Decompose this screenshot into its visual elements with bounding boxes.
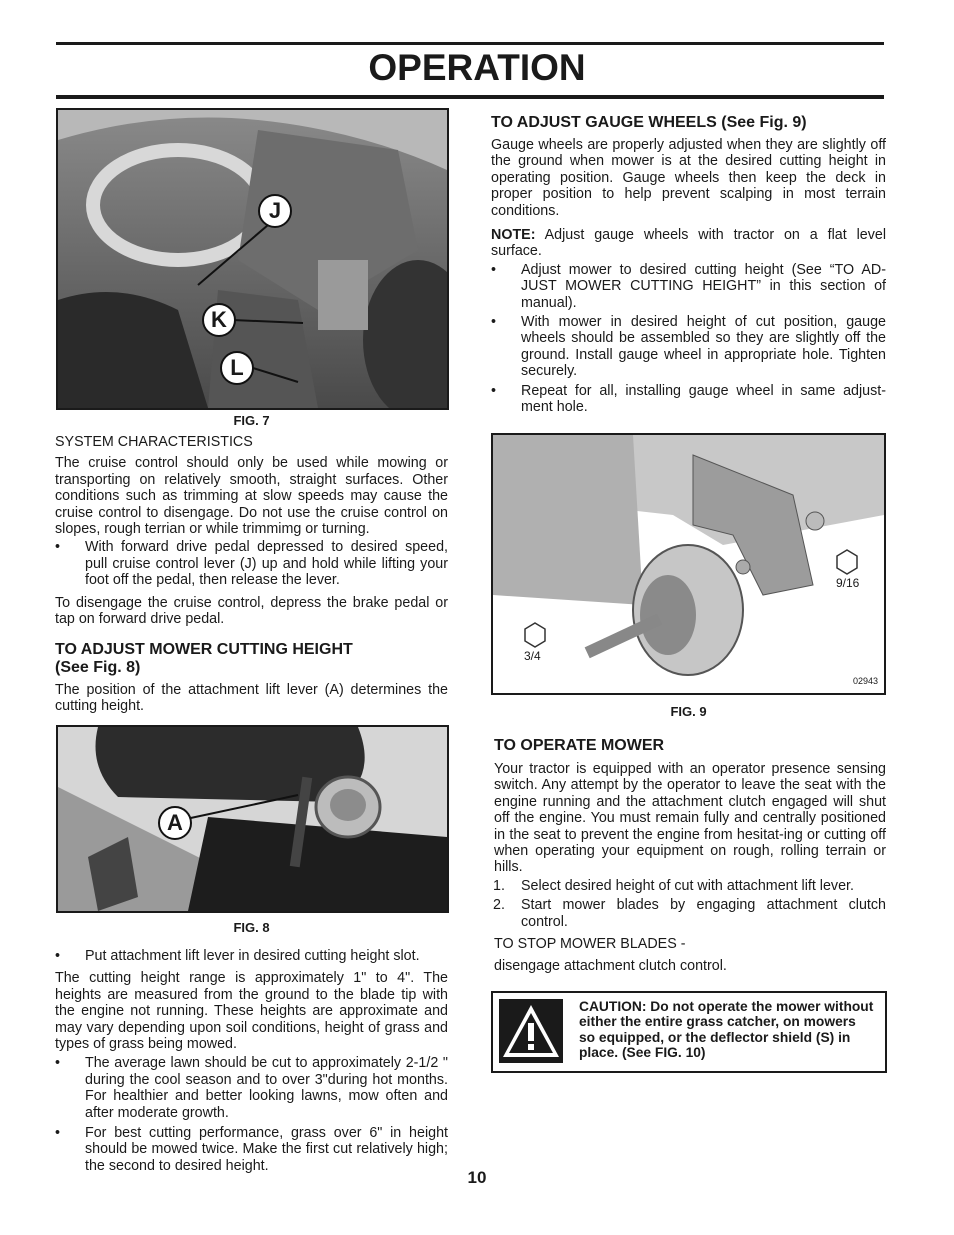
- system-heading: SYSTEM CHARACTERISTICS: [55, 434, 253, 450]
- gauge-bullet-list: [491, 262, 886, 416]
- gauge-note: [491, 227, 886, 260]
- cutting-section: [55, 641, 448, 715]
- cutting-heading: [55, 641, 448, 677]
- caution-box: [491, 991, 887, 1073]
- figure-9-size-a: 3/4: [524, 649, 541, 663]
- system-paragraph: The cruise control should only be used while mowing or transporting on relatively smooth, straight surfaces. Other conditions such as trimming at slow speeds may cause the cruise control to disengage. Do not use the cruise control on slopes, rough terrian or while trimmimg or turning.: [55, 455, 448, 538]
- header-rule-bottom: [56, 95, 884, 99]
- cutting-heading-line2: (See Fig. 8): [55, 659, 141, 676]
- list-item: • For best cutting performance, grass over 6" in height should be mowed twice. Make the first cut relatively high; the second to desired height.: [55, 1125, 448, 1174]
- operate-paragraph: Your tractor is equipped with an operator presence sensing switch. Any attempt by the operator to leave the seat with the engine running and the attachment clutch engaged will shut off the engine. You must remain fully and centrally positioned in the seat to prevent the engine from hesitat-ing or cutting off when operating your equipment on rough, rolling terrain or hills.: [494, 761, 886, 876]
- step-text: Select desired height of cut with attachment lift lever.: [521, 877, 854, 894]
- cutting-details: [55, 948, 448, 1174]
- caution-text: CAUTION: Do not operate the mower without either the entire grass catcher, on mowers so equipped, or the deflector shield (S) in place. (See FIG. 10): [579, 999, 874, 1061]
- figure-7-label-k: K: [202, 303, 236, 337]
- operate-section: [491, 737, 886, 975]
- figure-9-caption: FIG. 9: [670, 704, 707, 719]
- list-item: • With mower in desired height of cut position, gauge wheels should be assembled so they are slightly off the ground. Install gauge wheel in appropriate hole. Tighten securely.: [491, 314, 886, 380]
- page-number: 10: [467, 1168, 487, 1187]
- warning-icon: [499, 999, 563, 1063]
- figure-7-image: [56, 108, 449, 410]
- step-number: 2.: [493, 897, 505, 914]
- header-rule-top: [56, 42, 884, 45]
- list-item: • Put attachment lift lever in desired cutting height slot.: [55, 948, 448, 964]
- cutting-range-paragraph: The cutting height range is approximately 1" to 4". The heights are measured from the ground to the blade tip with the engine not running. These heights are approximate and may vary depending upon soil conditions, height of grass and types of grass being mowed.: [55, 970, 448, 1053]
- system-bullet-list: [55, 539, 448, 588]
- figure-7-caption: FIG. 7: [233, 413, 270, 428]
- cutting-bullet-list-2: [55, 1055, 448, 1174]
- page-title: OPERATION: [368, 47, 586, 88]
- gauge-note-label: NOTE:: [491, 227, 536, 244]
- cutting-heading-line1: TO ADJUST MOWER CUTTING HEIGHT: [55, 641, 353, 658]
- stop-text: disengage attachment clutch control.: [494, 958, 727, 975]
- step-text: Start mower blades by engaging attachment clutch control.: [521, 897, 886, 930]
- figure-9-code: 02943: [853, 676, 879, 686]
- figure-8-image: [56, 725, 449, 913]
- system-section: [55, 434, 448, 627]
- list-item: [491, 897, 886, 930]
- cutting-bullet-list-1: [55, 948, 448, 964]
- list-item: • The average lawn should be cut to approximately 2-1/2 " during the cool season and to over 3"during hot months. For healthier and better looking lawns, mow often and after moderate growth.: [55, 1055, 448, 1121]
- step-number: 1.: [493, 877, 505, 894]
- list-item: • Repeat for all, installing gauge wheel in same adjust-ment hole.: [491, 383, 886, 416]
- cutting-paragraph: The position of the attachment lift lever (A) determines the cutting height.: [55, 682, 448, 715]
- list-item: [491, 878, 886, 894]
- list-item: • With forward drive pedal depressed to desired speed, pull cruise control lever (J) up and hold while lifting your foot off the pedal, then release the lever.: [55, 539, 448, 588]
- stop-heading: TO STOP MOWER BLADES -: [494, 936, 686, 953]
- operate-steps: [491, 878, 886, 930]
- figure-8-label-a: A: [158, 806, 192, 840]
- system-disengage: To disengage the cruise control, depress the brake pedal or tap on forward drive pedal.: [55, 594, 448, 628]
- figure-7-label-j: J: [258, 194, 292, 228]
- figure-8-caption: FIG. 8: [233, 920, 270, 935]
- gauge-paragraph: Gauge wheels are properly adjusted when they are slightly off the ground when mower is at the desired cutting height in operating position. Gauge wheels then keep the deck in proper position to help prevent scalping in most terrain conditions.: [491, 137, 886, 219]
- gauge-note-text: Adjust gauge wheels with tractor on a flat level surface.: [491, 227, 886, 260]
- list-item: • Adjust mower to desired cutting height (See “TO AD-JUST MOWER CUTTING HEIGHT” in this section of manual).: [491, 262, 886, 311]
- gauge-section: [491, 114, 886, 416]
- gauge-heading: TO ADJUST GAUGE WHEELS (See Fig. 9): [491, 114, 807, 131]
- figure-9-size-b: 9/16: [836, 576, 860, 590]
- operate-heading: TO OPERATE MOWER: [494, 737, 665, 754]
- figure-9-image: [491, 433, 886, 695]
- figure-7-label-l: L: [220, 351, 254, 385]
